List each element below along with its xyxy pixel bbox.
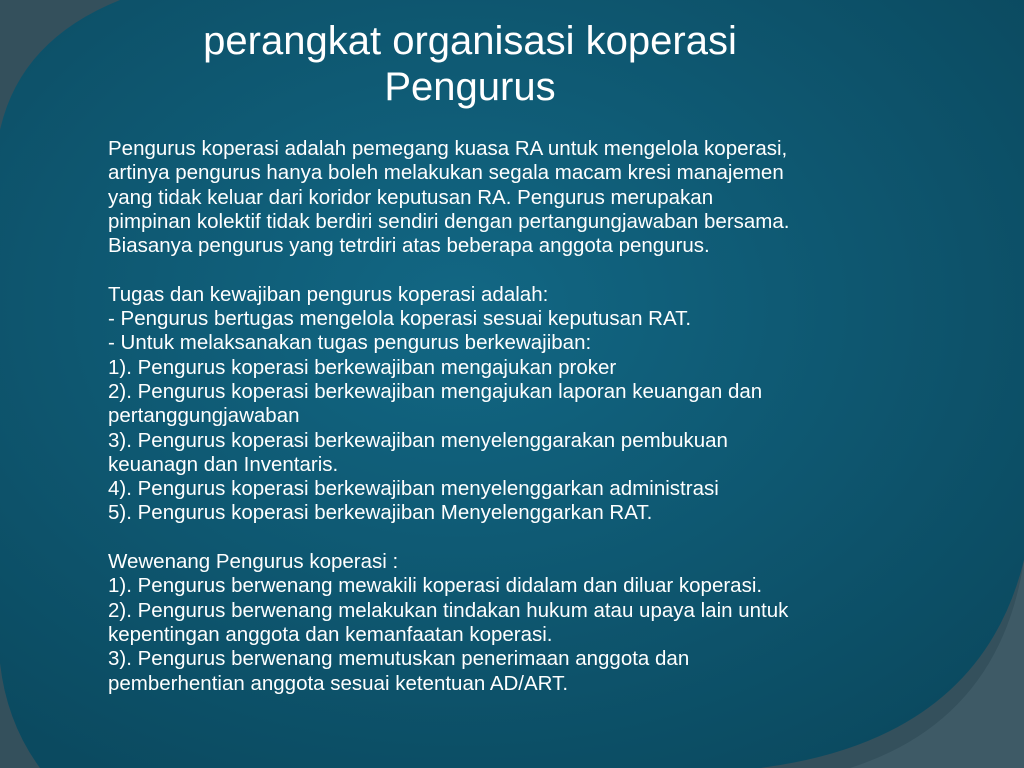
wewenang-line: pemberhentian anggota sesuai ketentuan AD/ART. (108, 671, 569, 695)
tugas-line: 4). Pengurus koperasi berkewajiban menyelenggarkan administrasi (108, 477, 719, 501)
title-line-1: perangkat organisasi koperasi (203, 19, 737, 63)
tugas-line: pertanggungjawaban (108, 404, 300, 428)
tugas-line: 5). Pengurus koperasi berkewajiban Menyelenggarkan RAT. (108, 501, 653, 525)
wewenang-line: 2). Pengurus berwenang melakukan tindakan hukum atau upaya lain untuk (108, 598, 789, 622)
intro-line: Pengurus koperasi adalah pemegang kuasa RA untuk mengelola koperasi, (108, 137, 788, 160)
wewenang-line: kepentingan anggota dan kemanfaatan koperasi. (108, 622, 553, 646)
slide-title (0, 18, 940, 110)
wewenang-line: 1). Pengurus berwenang mewakili koperasi didalam dan diluar koperasi. (108, 574, 763, 598)
wewenang-line: 3). Pengurus berwenang memutuskan penerimaan anggota dan (108, 647, 690, 671)
tugas-line: - Untuk melaksanakan tugas pengurus berkewajiban: (108, 331, 592, 355)
tugas-line: keuanagn dan Inventaris. (108, 452, 339, 476)
intro-line: Biasanya pengurus yang tetrdiri atas beberapa anggota pengurus. (108, 234, 710, 258)
intro-line: pimpinan kolektif tidak berdiri sendiri dengan pertangungjawaban bersama. (108, 209, 790, 233)
tugas-line: 1). Pengurus koperasi berkewajiban mengajukan proker (108, 355, 617, 379)
tugas-line: - Pengurus bertugas mengelola koperasi sesuai keputusan RAT. (108, 307, 692, 331)
slide-body (108, 137, 988, 696)
tugas-line: 2). Pengurus koperasi berkewajiban mengajukan laporan keuangan dan (108, 379, 763, 403)
wewenang-line: Wewenang Pengurus koperasi : (108, 550, 399, 574)
intro-line: artinya pengurus hanya boleh melakukan segala macam kresi manajemen (108, 161, 784, 185)
tugas-line: 3). Pengurus koperasi berkewajiban menyelenggarakan pembukuan (108, 428, 728, 452)
tugas-line: Tugas dan kewajiban pengurus koperasi adalah: (108, 282, 549, 306)
intro-line: yang tidak keluar dari koridor keputusan RA. Pengurus merupakan (108, 185, 714, 209)
title-line-2: Pengurus (384, 65, 556, 109)
paragraph-gap (108, 526, 988, 550)
paragraph-gap (108, 258, 988, 282)
